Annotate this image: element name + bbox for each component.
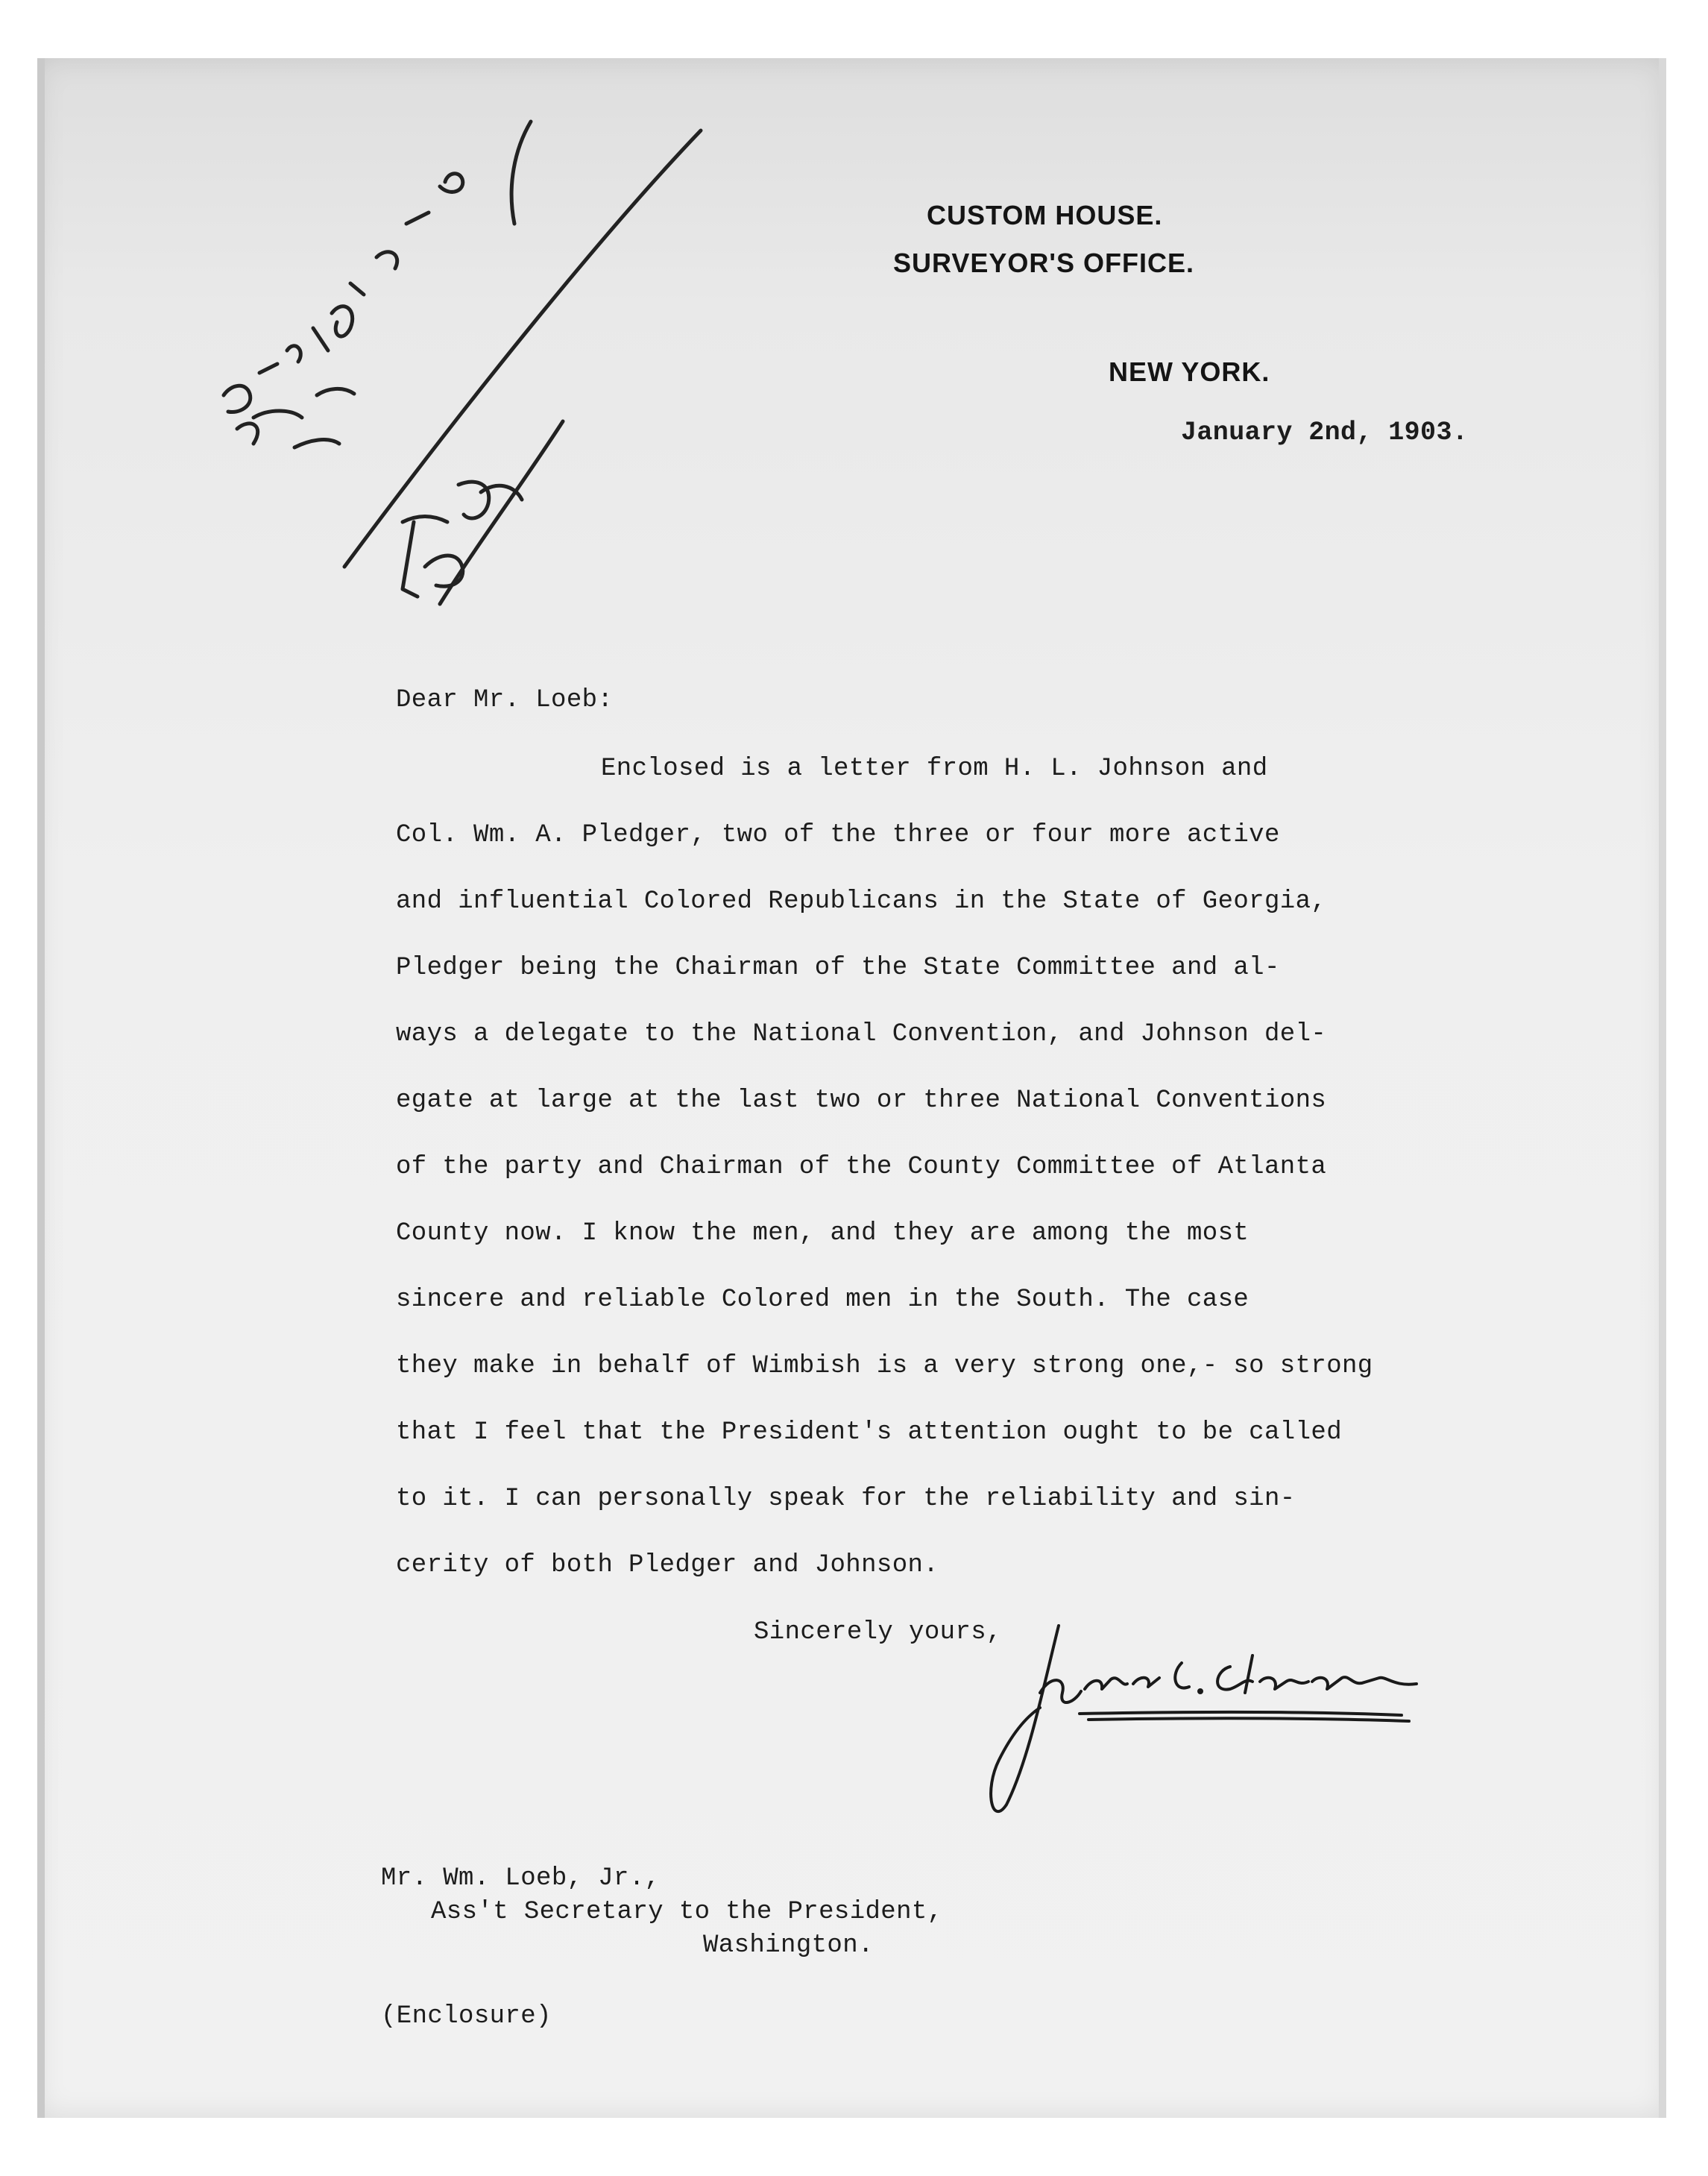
letterhead-line1: CUSTOM HOUSE. — [927, 200, 1163, 230]
letter-date: January 2nd, 1903. — [1181, 418, 1469, 447]
body-line: ways a delegate to the National Convention, and Johnson del- — [396, 1020, 1327, 1048]
enclosure-note: (Enclosure) — [381, 2002, 552, 2031]
body-line: to it. I can personally speak for the reliability and sin- — [396, 1485, 1296, 1513]
body-line: that I feel that the President's attention ought to be called — [396, 1418, 1343, 1447]
letterhead-city: NEW YORK. — [1109, 356, 1270, 387]
body-line: egate at large at the last two or three National Conventions — [396, 1087, 1327, 1115]
body-line: County now. I know the men, and they are among the most — [396, 1219, 1250, 1248]
salutation: Dear Mr. Loeb: — [396, 686, 614, 714]
body-line: they make in behalf of Wimbish is a very strong one,- so strong — [396, 1352, 1373, 1380]
body-line: cerity of both Pledger and Johnson. — [396, 1551, 939, 1579]
closing: Sincerely yours, — [754, 1618, 1002, 1647]
body-line: and influential Colored Republicans in the State of Georgia, — [396, 887, 1327, 916]
letterhead-line2: SURVEYOR'S OFFICE. — [893, 248, 1194, 278]
body-line: of the party and Chairman of the County Committee of Atlanta — [396, 1153, 1327, 1181]
body-line: sincere and reliable Colored men in the South. The case — [396, 1286, 1250, 1314]
addressee-city: Washington. — [703, 1931, 874, 1960]
body-line: Enclosed is a letter from H. L. Johnson and — [601, 755, 1268, 783]
body-line: Pledger being the Chairman of the State Committee and al- — [396, 954, 1280, 982]
addressee-title: Ass't Secretary to the President, — [431, 1898, 943, 1926]
body-line: Col. Wm. A. Pledger, two of the three or four more active — [396, 821, 1280, 849]
addressee-name: Mr. Wm. Loeb, Jr., — [381, 1864, 661, 1893]
